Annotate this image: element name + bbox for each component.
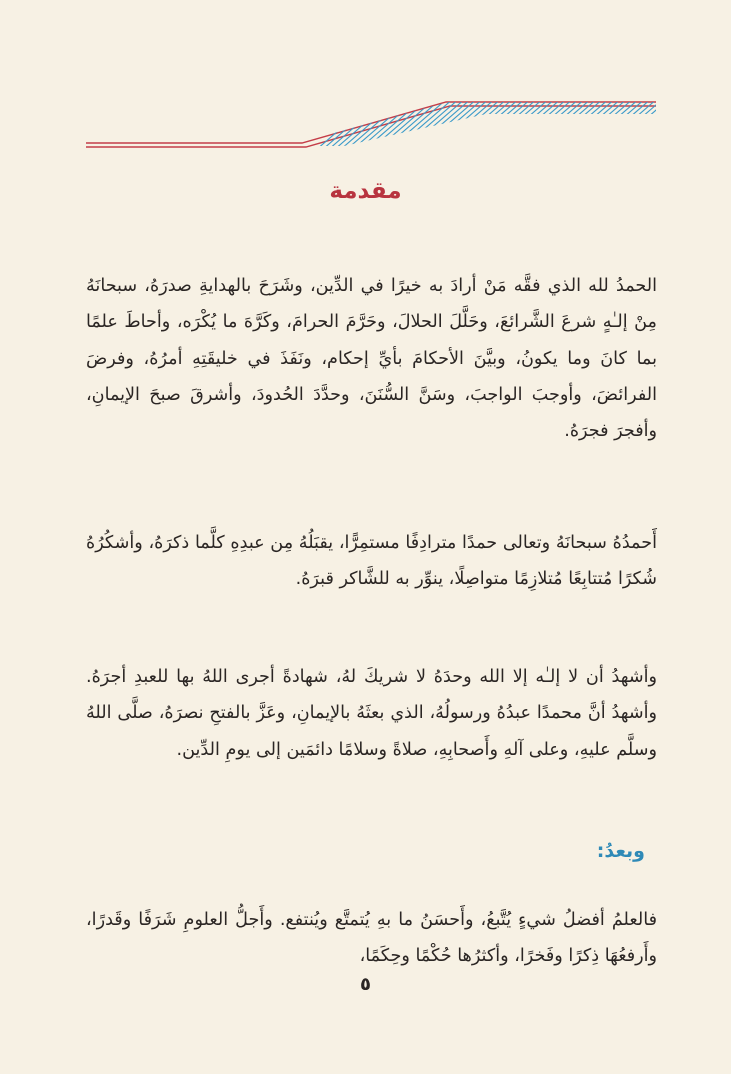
- paragraph-3: وأشهدُ أن لا إلـٰه إلا الله وحدَهُ لا شريكَ لهُ، شهادةً أجرى اللهُ بها للعبدِ أجرَهُ. وأشهدُ أنَّ محمدًا عبدُهُ ورسولُهُ، الذي بعثَهُ بالإيمانِ، وعَزَّ بالفتحِ نصرَهُ، صلَّى اللهُ وسلَّم عليهِ، وعلى آلهِ وأَصحابِهِ، صلاةً وسلامًا دائمَين إلى يومِ الدِّين.: [86, 667, 657, 760]
- paragraph-2: أَحمدُهُ سبحانَهُ وتعالى حمدًا مترادِفًا مستمِرًّا، يقبَلُهُ مِن عبدِهِ كلَّما ذكرَهُ، وأشكُرُهُ شُكرًا مُتتابِعًا مُتلازِمًا متواصِلًا، ينوِّر به للشَّاكر قبرَهُ.: [86, 533, 657, 590]
- header-ornament: [86, 98, 656, 150]
- chapter-heading: مقدمة: [329, 178, 402, 204]
- section-subheading: وبعدُ:: [596, 840, 645, 862]
- paragraph-4: فالعلمُ أفضلُ شيءٍ يُتَّبعُ، وأَحسَنُ ما بهِ يُتمتَّع ويُنتفع. وأَجلُّ العلومِ شَرَفًا وقَدرًا، وأَرفعُهَا ذِكرًا وفَخرًا، وأكثرُها حُكْمًا وحِكَمًا،: [86, 910, 657, 967]
- paragraph-1: الحمدُ لله الذي فقَّه مَنْ أرادَ به خيرًا في الدِّين، وشَرَحَ بالهدايةِ صدرَهُ، سبحانَهُ مِنْ إلـٰهٍ شرعَ الشَّرائعَ، وحَلَّلَ الحلالَ، وحَرَّمَ الحرامَ، وكَرَّهَ ما يُكْرَه، وأحاطَ علمًا بما كانَ وما يكونُ، وبيَّنَ الأحكامَ بأيِّ إحكام، ونَفَذَ في خليقَتِهِ أمرُهُ، وفرضَ الفرائضَ، وأوجبَ الواجبَ، وسَنَّ السُّنَنَ، وحدَّدَ الحُدودَ، وأشرقَ صبحَ الإيمانِ، وأفجرَ فجرَهُ.: [86, 276, 657, 442]
- page-number: ٥: [360, 974, 371, 995]
